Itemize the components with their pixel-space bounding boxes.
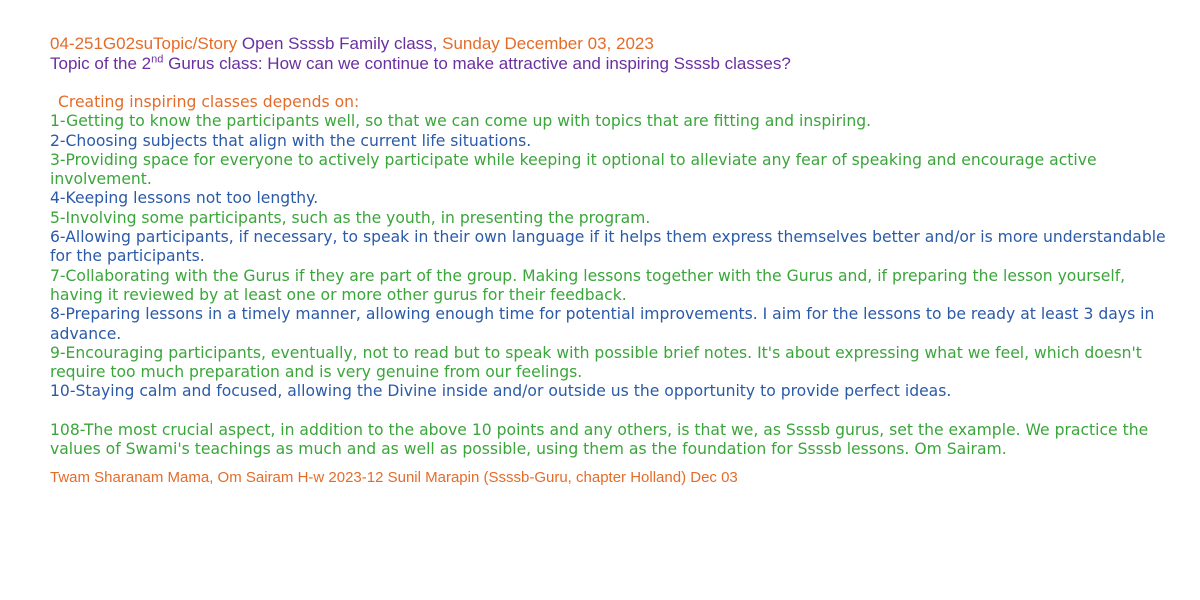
point-10: 10-Staying calm and focused, allowing the Divine inside and/or outside us the opportunity to provide perfect ideas. bbox=[50, 382, 952, 401]
story-code: 04-251G02suTopic/Story bbox=[50, 34, 242, 53]
document-page bbox=[50, 34, 1170, 487]
point-1: 1-Getting to know the participants well, so that we can come up with topics that are fitting and inspiring. bbox=[50, 112, 872, 131]
class-date: Sunday December 03, 2023 bbox=[437, 34, 654, 53]
topic-line bbox=[50, 54, 1170, 74]
point-8: 8-Preparing lessons in a timely manner, allowing enough time for potential improvements. I aim for the lessons to be ready at least 3 days in advance. bbox=[50, 305, 1155, 343]
point-7: 7-Collaborating with the Gurus if they are part of the group. Making lessons together with the Gurus and, if preparing the lesson yourself, having it reviewed by at least one or more other gurus for their feedback. bbox=[50, 266, 1126, 304]
point-9: 9-Encouraging participants, eventually, not to read but to speak with possible brief notes. It's about expressing what we feel, which doesn't require too much preparation and is very genuine from our feelings. bbox=[50, 343, 1142, 382]
header-line-1 bbox=[50, 34, 1170, 54]
point-2: 2-Choosing subjects that align with the current life situations. bbox=[50, 131, 532, 150]
document-body bbox=[50, 93, 1170, 459]
point-3: 3-Providing space for everyone to actively participate while keeping it optional to alleviate any fear of speaking and encourage active involvement. bbox=[50, 150, 1097, 189]
point-6: 6-Allowing participants, if necessary, to speak in their own language if it helps them express themselves better and/or is more understandable for the participants. bbox=[50, 228, 1166, 266]
class-name: Open Ssssb Family class, bbox=[241, 34, 438, 53]
point-5: 5-Involving some participants, such as the youth, in presenting the program. bbox=[50, 208, 651, 227]
topic-question: Gurus class: How can we continue to make attractive and inspiring Ssssb classes? bbox=[163, 54, 791, 73]
signature-footer: Twam Sharanam Mama, Om Sairam H-w 2023-12 Sunil Marapin (Ssssb-Guru, chapter Holland) Dec 03 bbox=[50, 469, 738, 487]
point-4: 4-Keeping lessons not too lengthy. bbox=[50, 189, 319, 208]
intro-line: Creating inspiring classes depends on: bbox=[58, 93, 360, 111]
closing-paragraph: 108-The most crucial aspect, in addition to the above 10 points and any others, is that we, as Ssssb gurus, set the example. We practice the values of Swami's teachings as much and as well as possible, using them as the foundation for Ssssb lessons. Om Sairam. bbox=[50, 420, 1149, 459]
topic-ordinal-suffix: nd bbox=[151, 53, 164, 66]
topic-prefix: Topic of the 2 bbox=[50, 54, 152, 73]
paragraph-gap bbox=[50, 402, 1170, 421]
